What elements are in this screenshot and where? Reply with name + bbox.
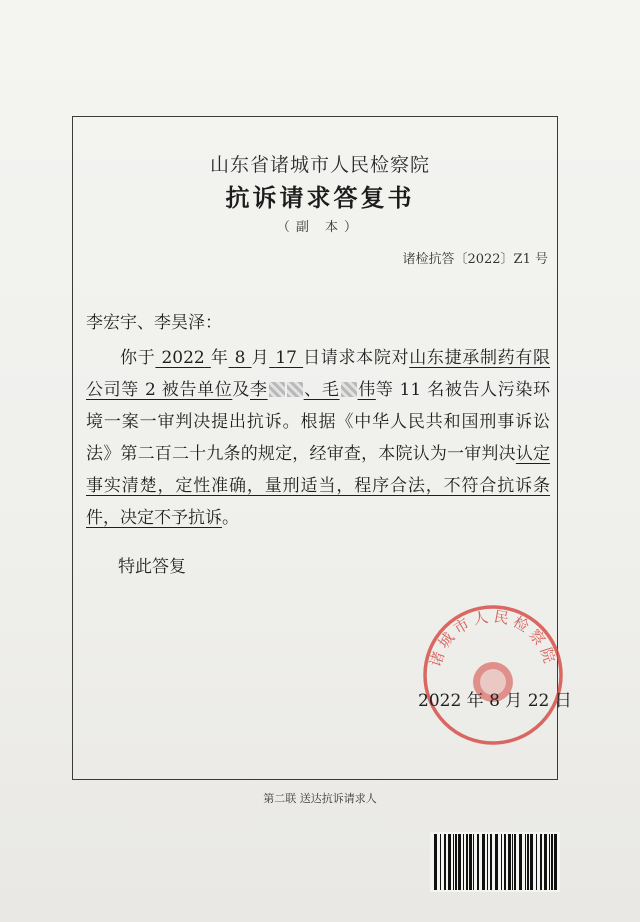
redacted-mark — [269, 382, 285, 397]
conclusion-text: 认定事实清楚，定性准确，量刑适当，程序合法，不符合抗诉条件，决定不予抗诉 — [86, 444, 551, 528]
month-field: 8 — [234, 348, 246, 368]
organization-name: 山东省诸城市人民检察院 — [209, 154, 430, 176]
day-field: 17 — [275, 348, 297, 368]
addressee: 李宏宇、李昊泽： — [86, 313, 222, 333]
closing-text: 特此答复 — [118, 557, 186, 577]
copy-note: 第二联 送达抗诉请求人 — [263, 792, 377, 805]
redacted-mark — [287, 382, 303, 397]
official-seal-icon — [418, 600, 568, 750]
document-title: 抗诉请求答复书 — [225, 183, 415, 212]
copy-label: （副 本） — [276, 220, 364, 235]
body-paragraph: 你于 2022 年 8 月 17 日请求本院对山东捷承制药有限公司等 2 被告单位及李 、毛 伟等 11 名被告人污染环境一案一审判决提出抗诉。根据《中华人民共和国刑事诉讼法》第二百二十九条的规定，经审查，本院认为一审判决认定事实清楚，定性准确，量刑适当，程序合法，不符合抗诉条件，决定不予抗诉。 — [86, 348, 551, 528]
year-field: 2022 — [161, 348, 205, 368]
document-body — [86, 342, 550, 534]
redacted-mark — [341, 382, 357, 397]
seal-text: 诸城市人民检察院 — [426, 607, 560, 670]
defendant-names: 李 、毛 伟 — [250, 380, 376, 400]
barcode-icon — [430, 832, 560, 892]
document-number: 诸检抗答〔2022〕Z1 号 — [402, 252, 548, 267]
company-name: 山东捷承制药有限公司等 2 被告单位 — [86, 348, 551, 400]
svg-text:诸城市人民检察院 — [426, 607, 559, 669]
issue-date: 2022 年 8 月 22 日 — [418, 691, 572, 711]
